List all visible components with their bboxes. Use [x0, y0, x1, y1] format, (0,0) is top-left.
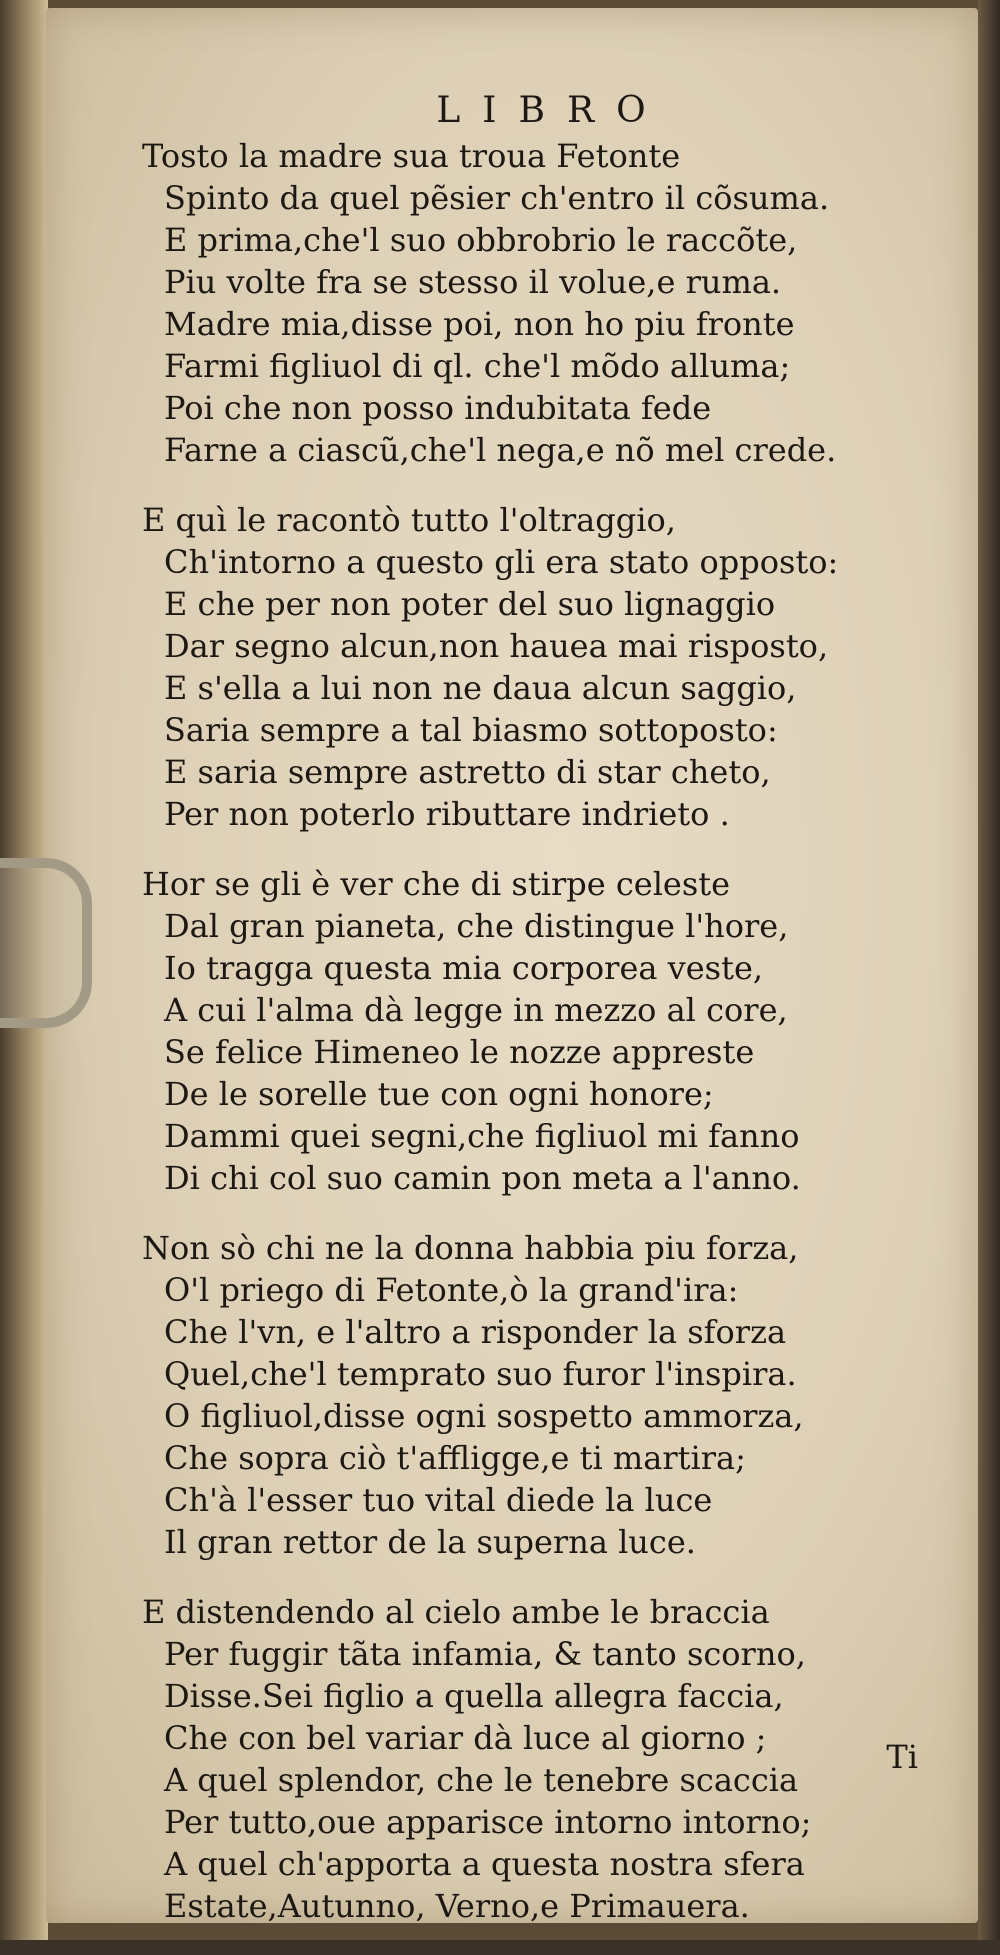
- verse-line: E quì le racontò tutto l'oltraggio,: [142, 501, 676, 539]
- verse-line: O figliuol,disse ogni sospetto ammorza,: [164, 1397, 804, 1435]
- stanza-3: [142, 863, 942, 1199]
- verse-line: Per non poterlo ributtare indrieto .: [164, 795, 730, 833]
- verse-line: E saria sempre astretto di star cheto,: [164, 753, 771, 791]
- verse-line: Tosto la madre sua troua Fetonte: [142, 137, 681, 175]
- verse-line: E distendendo al cielo ambe le braccia: [142, 1593, 770, 1631]
- stanza-4: [142, 1227, 942, 1563]
- verse-line: Il gran rettor de la superna luce.: [164, 1523, 696, 1561]
- running-head: LIBRO: [436, 90, 668, 131]
- verse-line: Farmi figliuol di ql. che'l mõdo alluma;: [164, 347, 791, 385]
- verse-line: Ch'à l'esser tuo vital diede la luce: [164, 1481, 713, 1519]
- verse-line: O'l priego di Fetonte,ò la grand'ira:: [164, 1271, 739, 1309]
- verse-line: Per tutto,oue apparisce intorno intorno;: [164, 1803, 812, 1841]
- verse-line: Disse.Sei figlio a quella allegra faccia,: [164, 1677, 784, 1715]
- verse-line: Per fuggir tãta infamia, & tanto scorno,: [164, 1635, 806, 1673]
- catchword: Ti: [886, 1738, 918, 1776]
- verse-line: Farne a ciascũ,che'l nega,e nõ mel crede.: [164, 431, 837, 469]
- verse-line: Piu volte fra se stesso il volue,e ruma.: [164, 263, 782, 301]
- verse-line: E s'ella a lui non ne daua alcun saggio,: [164, 669, 797, 707]
- text-block: [142, 90, 942, 1955]
- verse-line: A quel ch'apporta a questa nostra sfera: [164, 1845, 805, 1883]
- verse-line: Saria sempre a tal biasmo sottoposto:: [164, 711, 778, 749]
- verse-line: Spinto da quel pẽsier ch'entro il cõsuma.: [164, 179, 830, 217]
- page-edge: [978, 0, 1000, 1940]
- verse-line: Dal gran pianeta, che distingue l'hore,: [164, 907, 789, 945]
- verse-line: Estate,Autunno, Verno,e Primauera.: [164, 1887, 750, 1925]
- verse-line: Che sopra ciò t'affligge,e ti martira;: [164, 1439, 746, 1477]
- verse-line: Dar segno alcun,non hauea mai risposto,: [164, 627, 829, 665]
- verse-line: Quel,che'l temprato suo furor l'inspira.: [164, 1355, 797, 1393]
- verse-line: Dammi quei segni,che figliuol mi fanno: [164, 1117, 800, 1155]
- verse-line: Hor se gli è ver che di stirpe celeste: [142, 865, 731, 903]
- verse-line: Se felice Himeneo le nozze appreste: [164, 1033, 755, 1071]
- verse-line: Madre mia,disse poi, non ho piu fronte: [164, 305, 795, 343]
- stanza-1: [142, 135, 942, 471]
- stanza-2: [142, 499, 942, 835]
- verse-line: Ch'intorno a questo gli era stato opposto:: [164, 543, 839, 581]
- verse-line: Di chi col suo camin pon meta a l'anno.: [164, 1159, 801, 1197]
- verse-line: A cui l'alma dà legge in mezzo al core,: [164, 991, 788, 1029]
- verse-line: Poi che non posso indubitata fede: [164, 389, 712, 427]
- verse-line: Io tragga questa mia corporea veste,: [164, 949, 764, 987]
- verse-line: E prima,che'l suo obbrobrio le raccõte,: [164, 221, 798, 259]
- verse-line: A quel splendor, che le tenebre scaccia: [164, 1761, 799, 1799]
- verse-line: De le sorelle tue con ogni honore;: [164, 1075, 714, 1113]
- stanza-5: [142, 1591, 942, 1927]
- clip-ribbon: [0, 858, 92, 1028]
- verse-line: Non sò chi ne la donna habbia piu forza,: [142, 1229, 799, 1267]
- verse-line: Che l'vn, e l'altro a risponder la sforza: [164, 1313, 787, 1351]
- verse-line: Che con bel variar dà luce al giorno ;: [164, 1719, 767, 1757]
- verse-line: E che per non poter del suo lignaggio: [164, 585, 776, 623]
